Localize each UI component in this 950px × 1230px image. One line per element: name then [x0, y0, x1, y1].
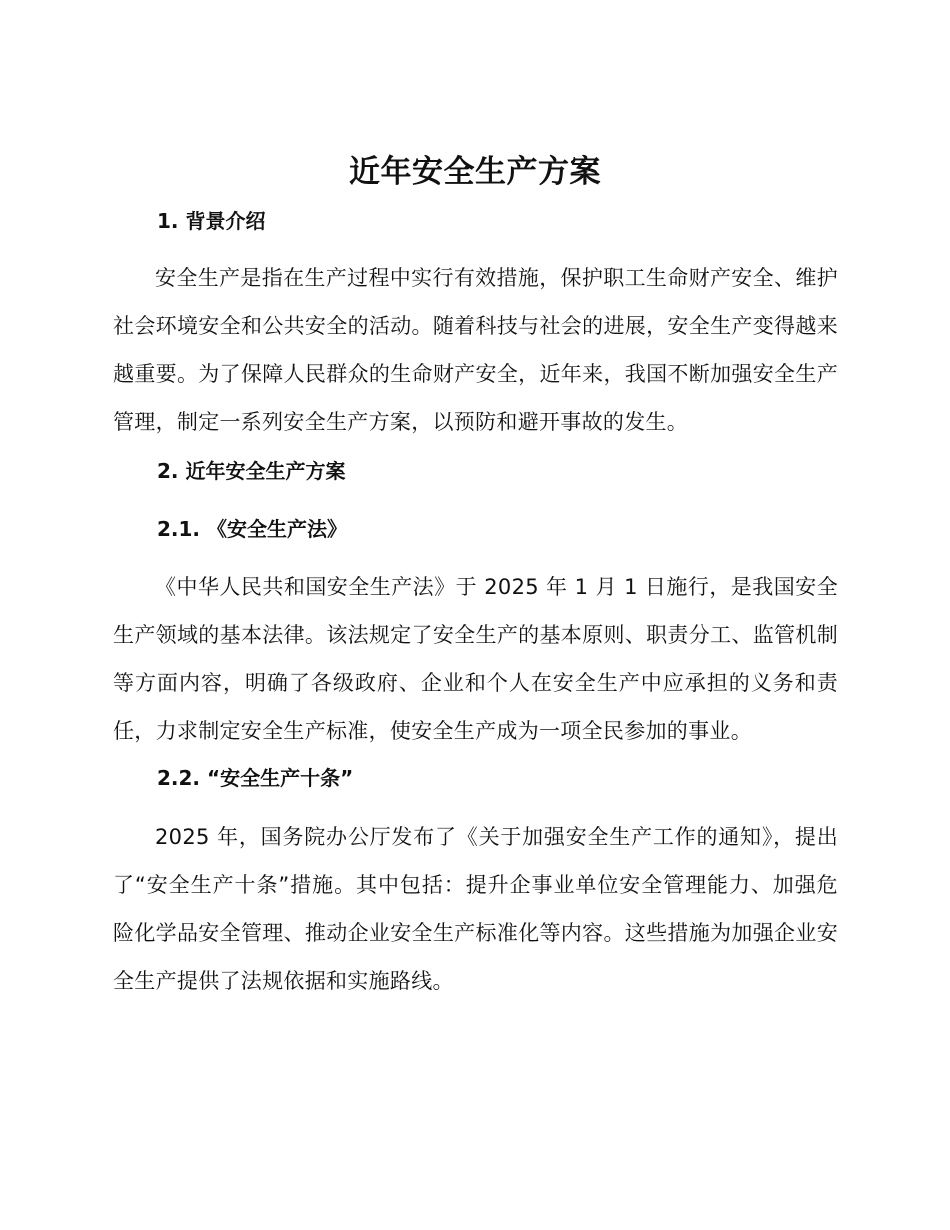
subsection-heading-safety-law: 2.1. 《安全生产法》: [157, 517, 347, 541]
document-title: 近年安全生产方案: [349, 154, 601, 190]
subsection-paragraph-safety-law: 《中华人民共和国安全生产法》于 2025 年 1 月 1 日施行，是我国安全生产领域的基本法律。该法规定了安全生产的基本原则、职责分工、监管机制等方面内容，明确了各级政府、企业和个人在安全生产中应承担的义务和责任，力求制定安全生产标准，使安全生产成为一项全民参加的事业。: [113, 575, 838, 743]
section-heading-background: 1. 背景介绍: [157, 209, 266, 233]
subsection-paragraph-ten-measures: 2025 年，国务院办公厅发布了《关于加强安全生产工作的通知》，提出了“安全生产十条”措施。其中包括：提升企事业单位安全管理能力、加强危险化学品安全管理、推动企业安全生产标准化等内容。这些措施为加强企业安全生产提供了法规依据和实施路线。: [113, 825, 838, 993]
section-heading-recent-plans: 2. 近年安全生产方案: [157, 459, 346, 483]
section-paragraph-background: 安全生产是指在生产过程中实行有效措施，保护职工生命财产安全、维护社会环境安全和公共安全的活动。随着科技与社会的进展，安全生产变得越来越重要。为了保障人民群众的生命财产安全，近年来，我国不断加强安全生产管理，制定一系列安全生产方案，以预防和避开事故的发生。: [113, 266, 838, 434]
subsection-heading-ten-measures: 2.2. “安全生产十条”: [157, 766, 354, 790]
